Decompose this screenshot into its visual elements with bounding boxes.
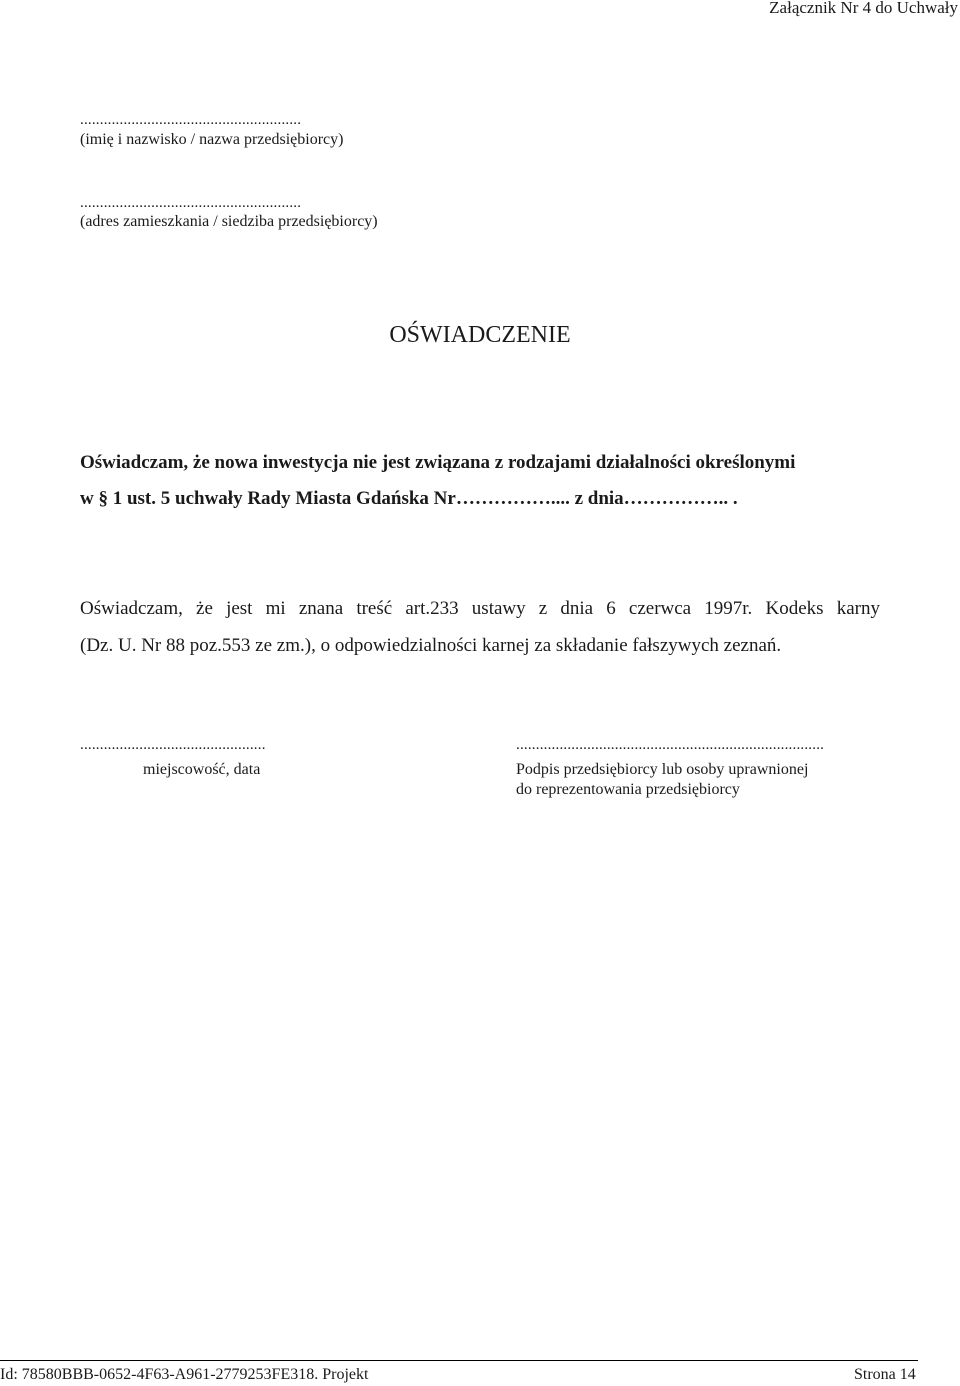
penal-word: Oświadczam, — [80, 598, 183, 619]
footer-document-id: Id: 78580BBB-0652-4F63-A961-2779253FE318. Projekt — [0, 1366, 369, 1383]
penal-word: 6 — [606, 598, 616, 619]
statement-investment-line1: Oświadczam, że nowa inwestycja nie jest związana z rodzajami działalności określonymi — [80, 452, 796, 473]
attachment-header: Załącznik Nr 4 do Uchwały — [769, 0, 958, 17]
penal-word: 1997r. — [704, 598, 753, 619]
penal-word: czerwca — [628, 598, 692, 619]
signature-dots: .............................................................................. — [516, 737, 825, 753]
applicant-address-dots: ........................................................ — [80, 195, 302, 211]
penal-word: z — [538, 598, 548, 619]
penal-word: znana — [298, 598, 344, 619]
penal-word: że — [196, 598, 213, 619]
penal-word: treść — [356, 598, 393, 619]
document-title: OŚWIADCZENIE — [389, 322, 571, 348]
statement-investment-line2: w § 1 ust. 5 uchwały Rady Miasta Gdańska Nr…………….... z dnia…………….. . — [80, 488, 738, 509]
penal-word: ustawy — [471, 598, 526, 619]
place-date-label: miejscowość, data — [143, 761, 261, 778]
footer-page-number: Strona 14 — [854, 1366, 916, 1383]
penal-word: Kodeks — [765, 598, 824, 619]
applicant-name-label: (imię i nazwisko / nazwa przedsiębiorcy) — [80, 131, 344, 148]
applicant-name-dots: ........................................................ — [80, 112, 302, 128]
applicant-address-label: (adres zamieszkania / siedziba przedsiębiorcy) — [80, 213, 378, 230]
signature-label-line1: Podpis przedsiębiorcy lub osoby uprawnionej — [516, 761, 809, 778]
penal-word: jest — [226, 598, 253, 619]
penal-word: karny — [836, 598, 880, 619]
penal-word: art.233 — [405, 598, 459, 619]
signature-label-line2: do reprezentowania przedsiębiorcy — [516, 781, 740, 798]
penal-word: mi — [265, 598, 286, 619]
statement-penal-line2: (Dz. U. Nr 88 poz.553 ze zm.), o odpowiedzialności karnej za składanie fałszywych zeznań. — [80, 635, 782, 656]
statement-penal-line1 — [80, 598, 880, 620]
penal-word: dnia — [560, 598, 594, 619]
footer-rule — [0, 1360, 918, 1361]
place-date-dots: ............................................... — [80, 737, 266, 753]
